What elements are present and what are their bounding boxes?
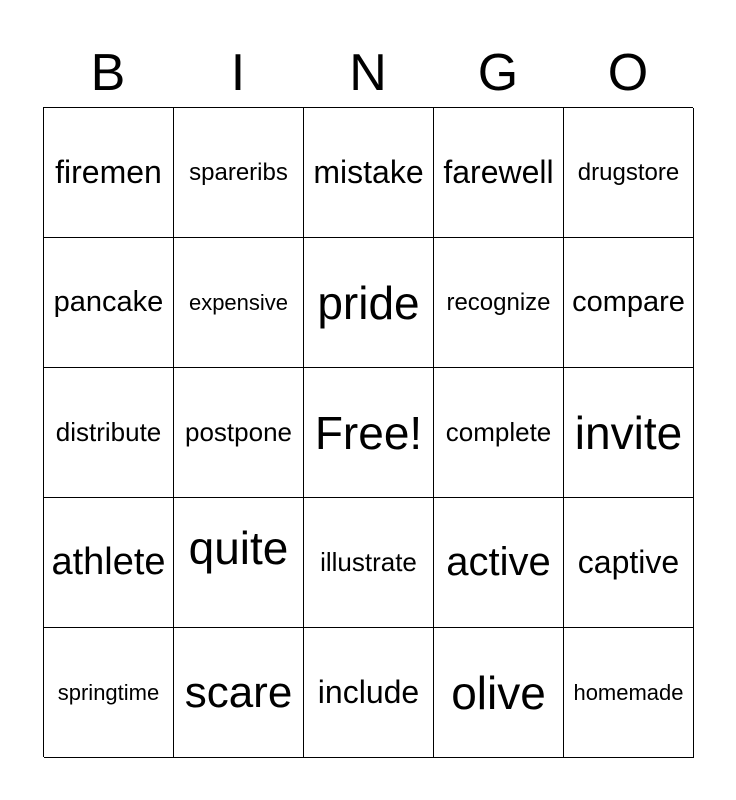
cell-word: drugstore [577, 158, 680, 186]
cell-word: quite [188, 521, 289, 574]
cell-word: farewell [443, 154, 554, 190]
cell-word: active [446, 540, 551, 584]
bingo-cell [434, 238, 564, 368]
bingo-cell [44, 498, 174, 628]
bingo-cell [564, 108, 694, 238]
bingo-header [43, 40, 693, 106]
cell-word: distribute [55, 417, 162, 447]
bingo-cell [304, 628, 434, 758]
bingo-cell [174, 628, 304, 758]
cell-word: captive [577, 544, 680, 580]
cell-word: olive [451, 666, 546, 719]
header-letter-o: O [607, 44, 649, 102]
header-letter-g: G [477, 44, 519, 102]
cell-word: include [317, 674, 420, 710]
header-letter-b: B [90, 44, 126, 102]
cell-word: pride [317, 276, 420, 329]
bingo-cell [564, 498, 694, 628]
cell-word: recognize [446, 288, 551, 316]
cell-word: scare [184, 667, 293, 717]
bingo-cell [304, 498, 434, 628]
header-letter-i: I [230, 44, 246, 102]
bingo-cell [434, 368, 564, 498]
bingo-cell [304, 108, 434, 238]
cell-word: firemen [55, 154, 162, 190]
cell-word: athlete [51, 541, 166, 583]
bingo-cell [434, 628, 564, 758]
bingo-board [43, 107, 693, 757]
free-space-label: Free! [314, 406, 423, 459]
bingo-cell [434, 108, 564, 238]
cell-word: complete [445, 417, 552, 447]
bingo-cell [434, 498, 564, 628]
bingo-cell [174, 108, 304, 238]
header-letter-n: N [349, 44, 387, 102]
bingo-cell [44, 368, 174, 498]
bingo-cell [44, 108, 174, 238]
bingo-cell [304, 238, 434, 368]
cell-word: compare [572, 286, 685, 318]
bingo-cell [44, 628, 174, 758]
cell-word: illustrate [320, 547, 417, 577]
cell-word: pancake [53, 286, 164, 318]
bingo-cell [564, 238, 694, 368]
bingo-cell [564, 628, 694, 758]
bingo-cell [174, 368, 304, 498]
cell-word: postpone [185, 417, 292, 447]
bingo-cell [174, 238, 304, 368]
bingo-cell [44, 238, 174, 368]
cell-word: expensive [188, 289, 289, 315]
cell-word: homemade [573, 679, 684, 705]
bingo-cell-free [304, 368, 434, 498]
cell-word: springtime [57, 679, 160, 705]
bingo-cell [564, 368, 694, 498]
cell-word: invite [574, 406, 683, 459]
bingo-cell [174, 498, 304, 628]
cell-word: mistake [313, 154, 424, 190]
cell-word: spareribs [189, 158, 288, 186]
